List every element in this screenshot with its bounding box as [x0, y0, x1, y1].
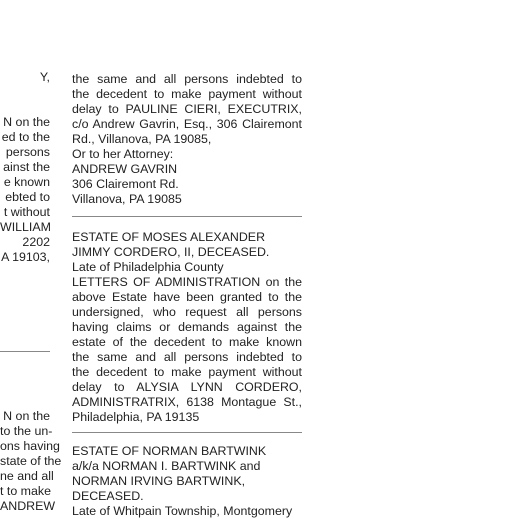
text-line: t to make — [0, 484, 51, 498]
text-line: ANDREW — [0, 499, 56, 513]
text-line: N on the — [3, 409, 50, 423]
text-line: LETTERS OF ADMINISTRATION on the — [72, 275, 302, 289]
text-line: above Estate have been granted to the — [72, 290, 302, 304]
left-notice-fragment-1 — [0, 70, 50, 265]
text-line: ed to the — [1, 130, 50, 144]
text-line: c/o Andrew Gavrin, Esq., 306 Clairemont — [72, 117, 302, 131]
text-line: the decedent to make payment without — [72, 87, 302, 101]
notice-estate-cordero — [72, 230, 302, 425]
left-divider — [0, 351, 50, 352]
text-line — [0, 100, 50, 115]
text-line: having claims or demands against the — [72, 320, 302, 334]
text-line: the decedent to make payment without — [72, 365, 302, 379]
text-line: state of the — [0, 454, 62, 468]
text-line: ADMINISTRATRIX, 6138 Montague St., — [72, 395, 302, 409]
text-line: Philadelphia, PA 19135 — [72, 410, 200, 424]
text-line: estate of the decedent to make known — [72, 335, 302, 349]
text-line: delay to PAULINE CIERI, EXECUTRIX, — [72, 102, 302, 116]
notice-divider — [72, 432, 302, 433]
text-line: the same and all persons indebted to — [72, 350, 302, 364]
text-line: Late of Whitpain Township, Montgomery — [72, 504, 293, 518]
notice-heading: ESTATE OF NORMAN BARTWINK — [72, 444, 267, 458]
notice-heading: DECEASED. — [72, 489, 144, 503]
notice-heading: a/k/a NORMAN I. BARTWINK and — [72, 459, 261, 473]
text-line: Y, — [39, 70, 50, 84]
text-line: persons — [5, 145, 50, 159]
notice-heading: JIMMY CORDERO, II, DECEASED. — [72, 245, 270, 259]
text-line: to the un- — [0, 424, 53, 438]
text-line: Or to her Attorney: — [72, 147, 174, 161]
text-line: 2202 — [22, 235, 50, 249]
left-notice-fragment-2 — [0, 409, 62, 514]
text-line: ebted to — [5, 190, 50, 204]
text-line: A 19103, — [1, 250, 50, 264]
text-line — [0, 85, 50, 100]
text-line: ANDREW GAVRIN — [72, 162, 178, 176]
notice-continuation — [72, 72, 302, 207]
text-line: Rd., Villanova, PA 19085, — [72, 132, 212, 146]
text-line: WILLIAM — [0, 220, 51, 234]
text-line: t without — [3, 205, 50, 219]
text-line: Late of Philadelphia County — [72, 260, 224, 274]
text-line: Villanova, PA 19085 — [72, 192, 182, 206]
text-line: e known — [3, 175, 50, 189]
text-line: N on the — [3, 115, 50, 129]
text-line: ons having — [0, 439, 60, 453]
text-line: 306 Clairemont Rd. — [72, 177, 179, 191]
notice-estate-bartwink — [72, 444, 302, 519]
text-line: ne and all — [0, 469, 54, 483]
notice-heading: NORMAN IRVING BARTWINK, — [72, 474, 246, 488]
text-line: ainst the — [3, 160, 50, 174]
text-line: undersigned, who request all persons — [72, 305, 302, 319]
text-line: delay to ALYSIA LYNN CORDERO, — [72, 380, 302, 394]
text-line: the same and all persons indebted to — [72, 72, 302, 86]
notice-divider — [72, 216, 302, 217]
notice-heading: ESTATE OF MOSES ALEXANDER — [72, 230, 266, 244]
